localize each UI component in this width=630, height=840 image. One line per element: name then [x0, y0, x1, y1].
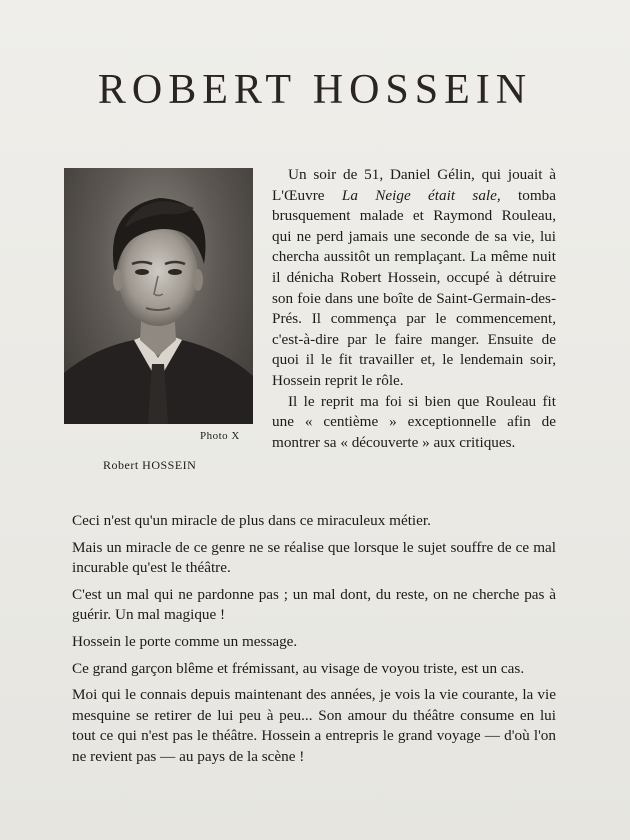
portrait-illustration [64, 168, 253, 424]
intro-text-end: tomba brusquement malade et Raymond Rouleau, qui ne perd jamais une seconde de sa vie, lui chercha aussitôt un remplaçant. La même nuit il dénicha Robert Hossein, occupé à détruire son foie dans une boîte de Saint-Germain-des-Prés. Il commença par le commencement, c'est-à-dire par le faire manger. Ensuite de quoi il le fit travailler et, le lendemain soir, Hossein reprit le rôle. [272, 186, 556, 389]
intro-column [272, 165, 556, 453]
photo-credit: Photo X [200, 430, 240, 442]
photo-caption: Robert HOSSEIN [103, 458, 197, 472]
body-paragraph-3: C'est un mal qui ne pardonne pas ; un mal dont, du reste, on ne cherche pas à guérir. Un mal magique ! [72, 585, 556, 624]
page-title: ROBERT HOSSEIN [97, 67, 533, 113]
body-paragraph-1: Ceci n'est qu'un miracle de plus dans ce miraculeux métier. [72, 512, 431, 529]
intro-text-start: Un soir de 51, Daniel Gélin, qui jouait à L'Œuvre [272, 166, 556, 204]
second-paragraph: Il le reprit ma foi si bien que Rouleau fit une « centième » exceptionnelle afin de montrer sa « découverte » aux critiques. [272, 392, 556, 451]
body-paragraph-5: Ce grand garçon blême et frémissant, au visage de voyou triste, est un cas. [72, 659, 525, 677]
body-paragraph-2: Mais un miracle de ce genre ne se réalise que lorsque le sujet souffre de ce mal incurable qu'est le théâtre. [72, 538, 556, 577]
body-paragraph-6: Moi qui le connais depuis maintenant des années, je vois la vie courante, la vie mesquine se retirer de lui peu à peu... Son amour du théâtre consume en lui tout ce qui n'est pas le théâtre. Hossein a entrepris le grand voyage — d'où l'on ne revient pas — au pays de la scène ! [72, 686, 556, 765]
main-text [72, 511, 556, 774]
portrait-photo [64, 168, 253, 424]
play-title: La Neige était sale, [341, 186, 501, 204]
body-paragraph-4: Hossein le porte comme un message. [72, 632, 298, 650]
intro-paragraph [272, 165, 556, 392]
